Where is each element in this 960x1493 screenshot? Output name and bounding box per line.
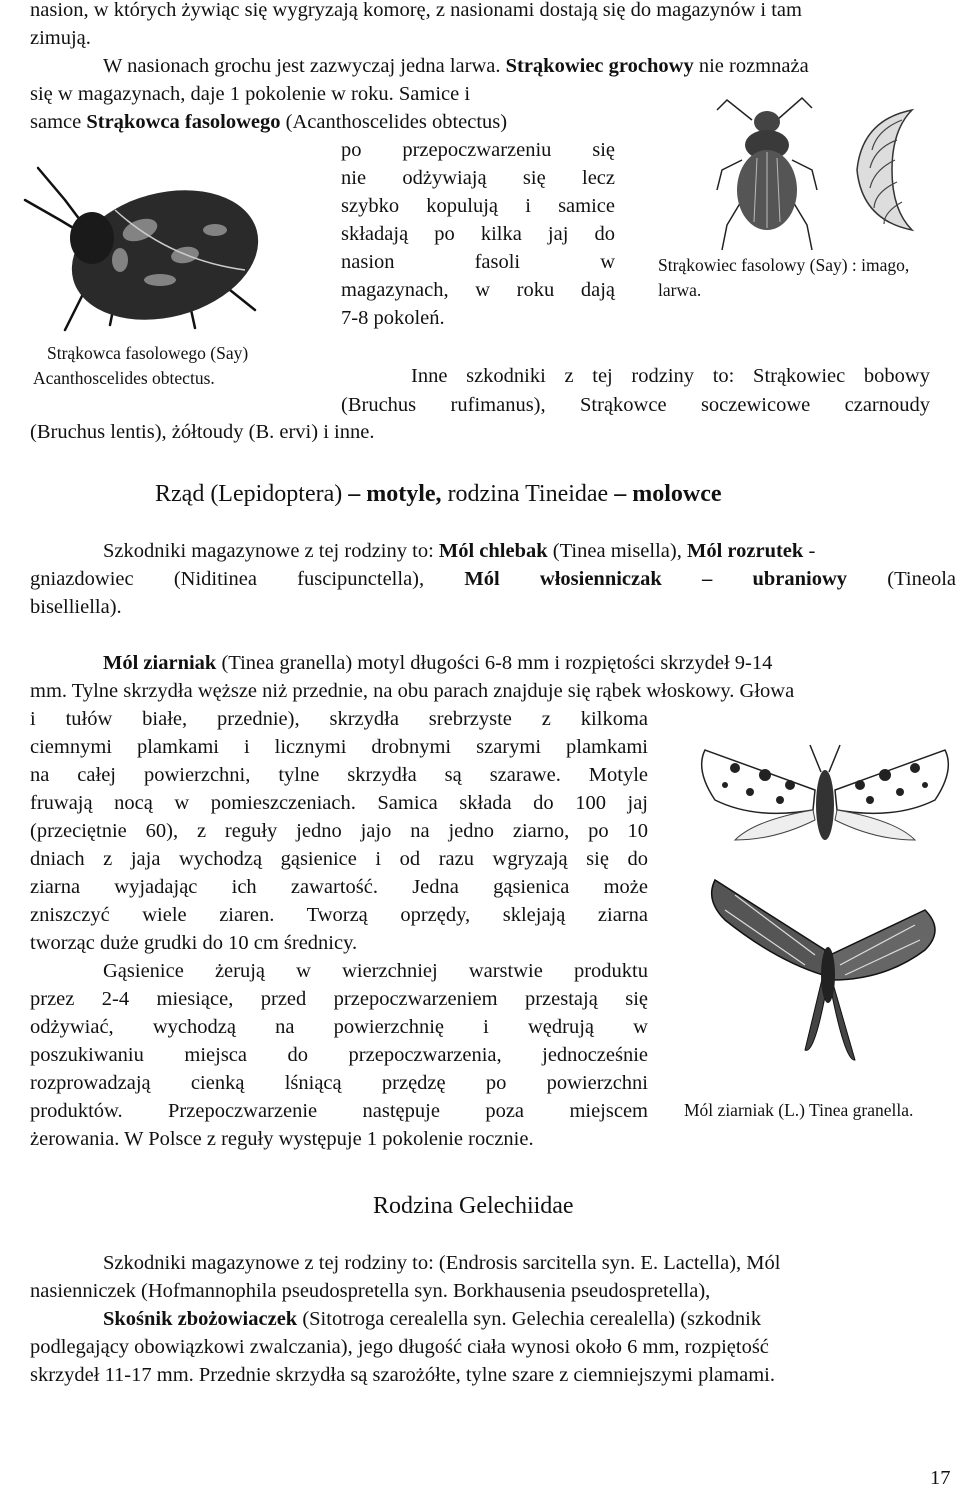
text-line: ciemnymi plamkami i licznymi drobnymi szarymi plamkami	[30, 736, 648, 758]
text-line: Gąsienice żerują w wierzchniej warstwie produktu	[103, 960, 648, 982]
section-heading: Rodzina Gelechiidae	[373, 1193, 574, 1219]
text-line: szybko kopulują i samice	[341, 195, 615, 217]
text-line: zniszczyć wiele ziaren. Tworzą oprzędy, sklejają ziarna	[30, 904, 648, 926]
text-line: dniach z jaja wychodzą gąsienice i od razu wgryzają się do	[30, 848, 648, 870]
species-name: Strąkowca fasolowego	[86, 111, 281, 133]
text-line: produktów. Przepoczwarzenie następuje poza miejscem	[30, 1100, 648, 1122]
text-line: żerowania. W Polsce z reguły występuje 1 pokolenie rocznie.	[30, 1128, 534, 1150]
text-line: poszukiwaniu miejsca do przepoczwarzenia, jednocześnie	[30, 1044, 648, 1066]
text-line: gniazdowiec (Niditinea fuscipunctella), Mól włosienniczak – ubraniowy (Tineola	[30, 568, 957, 590]
text-line: Mól ziarniak (Tinea granella) motyl długości 6-8 mm i rozpiętości skrzydeł 9-14	[103, 652, 773, 674]
page-number: 17	[930, 1467, 951, 1489]
text-line: mm. Tylne skrzydła węższe niż przednie, na obu parach znajduje się rąbek włoskowy. Głowa	[30, 680, 795, 702]
text-line: na całej powierzchni, tylne skrzydła są szarawe. Motyle	[30, 764, 648, 786]
text-line: nasion, w których żywiąc się wygryzają komorę, z nasionami dostają się do magazynów i tam	[30, 0, 802, 21]
section-heading: Rząd (Lepidoptera) – motyle, rodzina Tineidae – molowce	[155, 481, 722, 507]
figure-caption: Strąkowca fasolowego (Say)	[47, 343, 249, 363]
text-line: przez 2-4 miesiące, przed przepoczwarzeniem przestają się	[30, 988, 648, 1010]
figure-caption: Strąkowiec fasolowy (Say) : imago,	[658, 255, 910, 275]
text-line: Szkodniki magazynowe z tej rodziny to: Mól chlebak (Tinea misella), Mól rozrutek -	[103, 540, 816, 562]
text-line: Inne szkodniki z tej rodziny to: Strąkowiec bobowy	[411, 365, 930, 387]
text-line: nasion fasoli w	[341, 251, 615, 273]
figure-caption: Acanthoscelides obtectus.	[33, 368, 215, 388]
text-line: 7-8 pokoleń.	[341, 307, 445, 329]
text-line: magazynach, w roku dają	[341, 279, 615, 301]
text-line: się w magazynach, daje 1 pokolenie w roku. Samice i	[30, 83, 471, 105]
text-line: (przeciętnie 60), z reguły jedno jajo na jedno ziarno, po 10	[30, 820, 648, 842]
text-line: Skośnik zbożowiaczek (Sitotroga cerealella syn. Gelechia cerealella) (szkodnik	[103, 1308, 762, 1330]
text-line: składają po kilka jaj do	[341, 223, 615, 245]
text-line: po przepoczwarzeniu się	[341, 139, 615, 161]
text-line: Szkodniki magazynowe z tej rodziny to: (Endrosis sarcitella syn. E. Lactella), Mól	[103, 1252, 781, 1274]
moth-illustration	[695, 730, 955, 1100]
text-line: rozprowadzają cienką lśniącą przędzę po powierzchni	[30, 1072, 648, 1094]
text-line: (Bruchus rufimanus), Strąkowce soczewicowe czarnoudy	[341, 394, 930, 416]
text-line: nie odżywiają się lecz	[341, 167, 615, 189]
figure-caption: larwa.	[658, 280, 702, 300]
text-line: skrzydeł 11-17 mm. Przednie skrzydła są szarożółte, tylne szare z ciemniejszymi plamami.	[30, 1364, 775, 1386]
figure-caption: Mól ziarniak (L.) Tinea granella.	[684, 1100, 914, 1120]
bean-weevil-imago-larva-illustration	[712, 90, 960, 255]
text-line: biselliella).	[30, 596, 122, 618]
bean-weevil-illustration	[20, 160, 320, 340]
text-line: W nasionach grochu jest zazwyczaj jedna larwa. Strąkowiec grochowy nie rozmnaża	[103, 55, 809, 77]
species-name: Strąkowiec grochowy	[505, 55, 694, 77]
text-line: nasienniczek (Hofmannophila pseudospretella syn. Borkhausenia pseudospretella),	[30, 1280, 711, 1302]
text-line: tworząc duże grudki do 10 cm średnicy.	[30, 932, 358, 954]
text-line: i tułów białe, przednie), skrzydła srebrzyste z kilkoma	[30, 708, 648, 730]
text-line: podlegający obowiązkowi zwalczania), jego długość ciała wynosi około 6 mm, rozpiętość	[30, 1336, 769, 1358]
text-line: zimują.	[30, 27, 91, 49]
text-line: odżywiać, wychodzą na powierzchnię i wędrują w	[30, 1016, 648, 1038]
text-line: (Bruchus lentis), żółtoudy (B. ervi) i inne.	[30, 421, 375, 443]
text-line: fruwają nocą w pomieszczeniach. Samica składa do 100 jaj	[30, 792, 648, 814]
text-line: samce Strąkowca fasolowego (Acanthoscelides obtectus)	[30, 111, 508, 133]
text-line: ziarna wyjadając ich zawartość. Jedna gąsienica może	[30, 876, 648, 898]
